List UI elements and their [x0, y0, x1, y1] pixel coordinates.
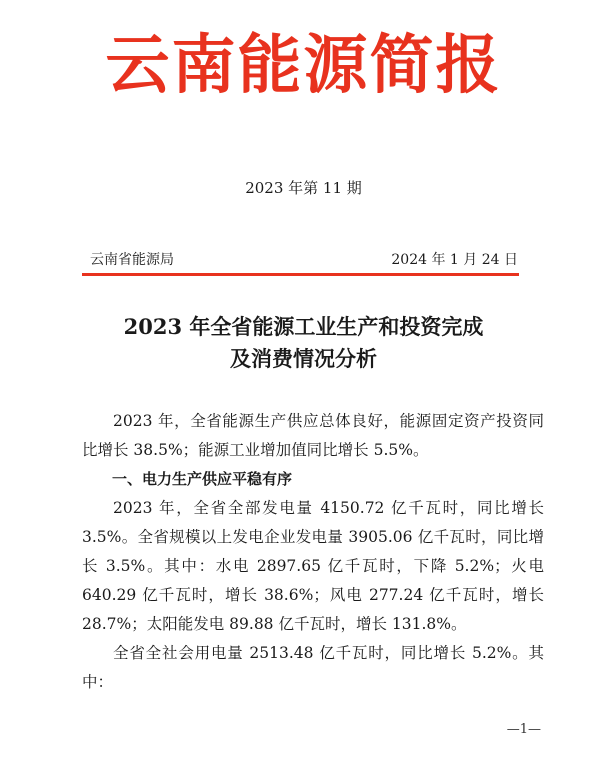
red-divider-rule [82, 273, 519, 276]
publisher-name: 云南省能源局 [90, 252, 174, 268]
publication-meta [90, 250, 518, 270]
masthead-title: 云南能源简报 [105, 29, 502, 103]
intro-paragraph: 2023 年，全省能源生产供应总体良好，能源固定资产投资同比增长 38.5%；能源工业增加值同比增长 5.5%。 [82, 412, 544, 459]
article-title-line-2: 及消费情况分析 [230, 346, 377, 371]
publication-date: 2024 年 1 月 24 日 [391, 252, 518, 268]
section-heading: 一、电力生产供应平稳有序 [112, 470, 293, 488]
page-number: —1— [506, 722, 541, 737]
article-title-line-1: 2023 年全省能源工业生产和投资完成 [123, 314, 484, 339]
section-paragraph: 全省全社会用电量 2513.48 亿千瓦时，同比增长 5.2%。其中： [82, 644, 544, 691]
issue-number: 2023 年第 11 期 [245, 179, 362, 197]
article-body [82, 407, 544, 697]
section-paragraph: 2023 年，全省全部发电量 4150.72 亿千瓦时，同比增长 3.5%。全省规模以上发电企业发电量 3905.06 亿千瓦时，同比增长 3.5%。其中：水电 2897.65 亿千瓦时，下降 5.2%；火电 640.29 亿千瓦时，增长 38.6%；风电 277.24 亿千瓦时，增长 28.7%；太阳能发电 89.88 亿千瓦时，增长 131.8%。 [82, 499, 544, 633]
article-title [0, 311, 607, 375]
